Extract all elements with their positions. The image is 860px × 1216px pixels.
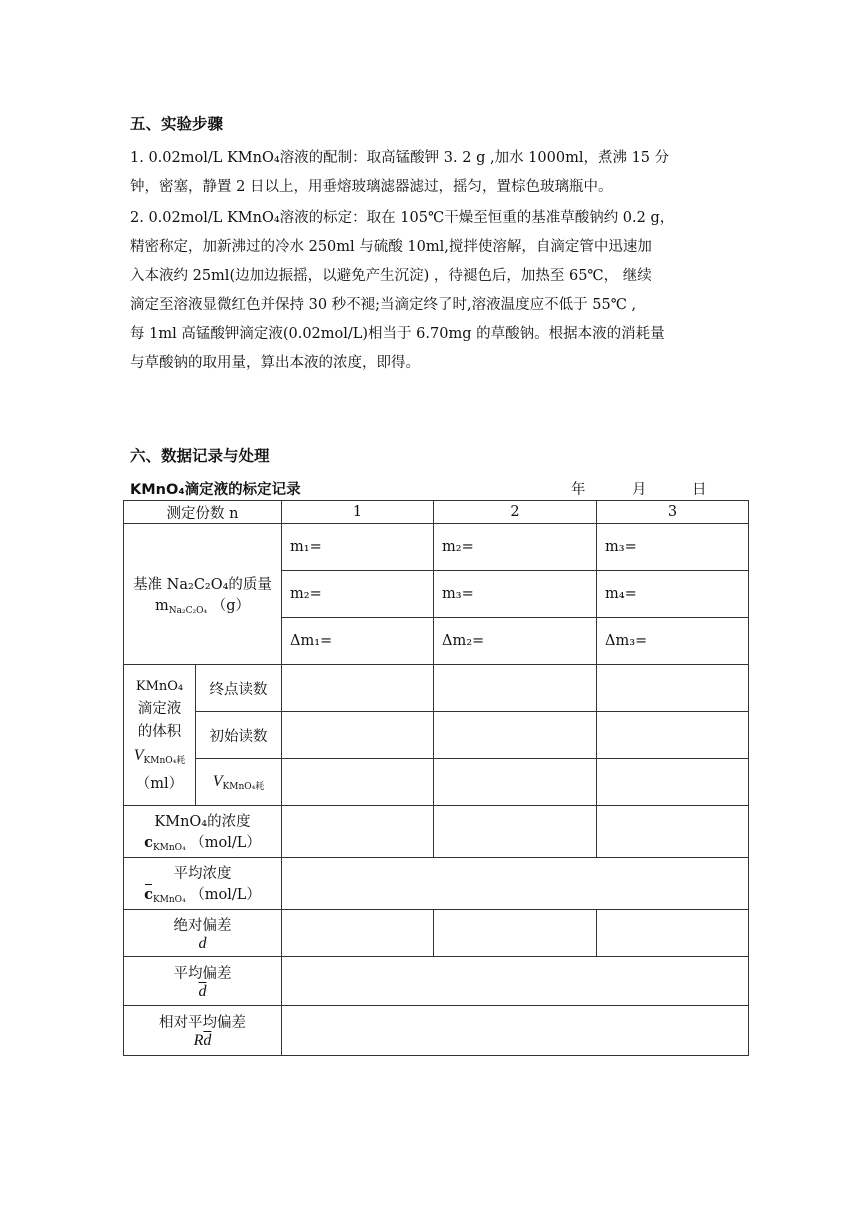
start-reading-row — [124, 712, 749, 759]
concentration-row — [124, 806, 749, 858]
volume-consumed-cell-3[interactable] — [597, 759, 749, 806]
abs-deviation-label-cell — [124, 910, 282, 957]
mass-cell-1-2[interactable]: m₂= — [434, 524, 597, 571]
volume-label-line-2: 滴定液 — [137, 700, 182, 717]
step2-line-1: 2. 0.02mol/L KMnO₄溶液的标定：取在 105℃干燥至恒重的基准草酸钠约 0.2 g， — [130, 210, 675, 226]
date-day-label: 日 — [692, 482, 707, 498]
volume-consumed-sub: KMnO₄耗 — [222, 781, 265, 792]
rel-deviation-row — [124, 1006, 749, 1056]
end-reading-cell-1[interactable] — [282, 665, 434, 712]
volume-consumed-cell-1[interactable] — [282, 759, 434, 806]
step1-line-1: 1. 0.02mol/L KMnO₄溶液的配制：取高锰酸钾 3. 2 g ,加水 1000ml，煮沸 15 分 — [130, 150, 670, 166]
concentration-cell-2[interactable] — [434, 806, 597, 858]
rel-deviation-label-line-1: 相对平均偏差 — [159, 1015, 246, 1031]
rel-deviation-symbol — [124, 1032, 281, 1050]
rel-deviation-label-cell — [124, 1006, 282, 1056]
mass-cell-2-3[interactable]: m₄= — [597, 571, 749, 618]
table-caption-text: KMnO₄滴定液的标定记录 — [130, 482, 301, 498]
concentration-label-line-2 — [124, 831, 281, 853]
volume-label-line-3: 的体积 — [137, 723, 182, 740]
avg-deviation-label-cell — [124, 957, 282, 1006]
avg-deviation-row — [124, 957, 749, 1006]
volume-symbol: V — [133, 746, 144, 764]
mass-row-1 — [124, 524, 749, 571]
mass-cell-3-2[interactable]: Δm₂= — [434, 618, 597, 665]
section5-title: 五、实验步骤 — [130, 115, 224, 133]
section6-title: 六、数据记录与处理 — [130, 447, 270, 465]
avg-deviation-label-line-1: 平均偏差 — [173, 965, 232, 982]
date-year-label: 年 — [571, 482, 586, 498]
start-reading-cell-1[interactable] — [282, 712, 434, 759]
abs-deviation-row — [124, 910, 749, 957]
avg-concentration-label-line-2 — [124, 883, 281, 905]
header-n-cell: 测定份数 n — [124, 501, 282, 524]
abs-deviation-label-line-1: 绝对偏差 — [173, 917, 232, 934]
mass-cell-1-1[interactable]: m₁= — [282, 524, 434, 571]
avg-concentration-cell[interactable] — [282, 858, 749, 910]
avg-concentration-symbol-sub: KMnO₄ — [152, 895, 186, 905]
end-reading-label: 终点读数 — [196, 665, 282, 712]
start-reading-cell-3[interactable] — [597, 712, 749, 759]
step2-line-3: 入本液约 25ml(边加边振摇，以避免产生沉淀) ，待褪色后，加热至 65℃， 继续 — [130, 268, 652, 284]
volume-label-line-5: （ml） — [135, 775, 184, 792]
mass-cell-2-2[interactable]: m₃= — [434, 571, 597, 618]
volume-consumed-symbol: V — [212, 772, 223, 790]
mass-cell-2-1[interactable]: m₂= — [282, 571, 434, 618]
mass-label-line-1: 基准 Na₂C₂O₄的质量 — [133, 576, 272, 593]
step1-paragraph — [130, 144, 730, 202]
step2-line-4: 滴定至溶液显微红色并保持 30 秒不褪;当滴定终了时,溶液温度应不低于 55℃ , — [130, 297, 637, 313]
concentration-cell-3[interactable] — [597, 806, 749, 858]
mass-cell-3-3[interactable]: Δm₃= — [597, 618, 749, 665]
header-col-1: 1 — [282, 501, 434, 524]
volume-consumed-cell-2[interactable] — [434, 759, 597, 806]
mass-cell-3-1[interactable]: Δm₁= — [282, 618, 434, 665]
volume-label-cell — [124, 665, 196, 806]
end-reading-cell-3[interactable] — [597, 665, 749, 712]
concentration-label-cell — [124, 806, 282, 858]
concentration-symbol-sub: KMnO₄ — [152, 843, 186, 853]
avg-concentration-label-cell — [124, 858, 282, 910]
mass-symbol-sub: Na₂C₂O₄ — [168, 605, 208, 616]
step2-line-5: 每 1ml 高锰酸钾滴定液(0.02mol/L)相当于 6.70mg 的草酸钠。根据本液的消耗量 — [130, 326, 665, 342]
calibration-record-table — [123, 500, 749, 1056]
abs-deviation-cell-2[interactable] — [434, 910, 597, 957]
rel-deviation-r: R — [193, 1032, 204, 1049]
header-col-3: 3 — [597, 501, 749, 524]
step2-line-6: 与草酸钠的取用量，算出本液的浓度，即得。 — [130, 355, 420, 371]
avg-deviation-cell[interactable] — [282, 957, 749, 1006]
table-header-row — [124, 501, 749, 524]
mass-cell-1-3[interactable]: m₃= — [597, 524, 749, 571]
abs-deviation-cell-1[interactable] — [282, 910, 434, 957]
date-month-label: 月 — [632, 482, 647, 498]
start-reading-label: 初始读数 — [196, 712, 282, 759]
concentration-symbol: c — [144, 834, 153, 851]
end-reading-cell-2[interactable] — [434, 665, 597, 712]
header-col-2: 2 — [434, 501, 597, 524]
avg-concentration-row — [124, 858, 749, 910]
step1-line-2: 钟，密塞，静置 2 日以上，用垂熔玻璃滤器滤过，摇匀，置棕色玻璃瓶中。 — [130, 179, 613, 195]
mass-symbol: m — [155, 597, 169, 614]
mass-label-cell — [124, 524, 282, 665]
concentration-cell-1[interactable] — [282, 806, 434, 858]
table-caption — [130, 478, 750, 500]
volume-consumed-row — [124, 759, 749, 806]
end-reading-row — [124, 665, 749, 712]
abs-deviation-cell-3[interactable] — [597, 910, 749, 957]
avg-concentration-unit: （mol/L） — [190, 887, 261, 903]
mass-label-line-2 — [124, 594, 281, 616]
step2-line-2: 精密称定，加新沸过的冷水 250ml 与硫酸 10ml,搅拌使溶解，自滴定管中迅速加 — [130, 239, 652, 255]
volume-label-line-4 — [124, 744, 195, 773]
rel-deviation-d: $\overline{d}$ — [203, 1032, 212, 1049]
abs-deviation-symbol: d — [198, 934, 207, 952]
mass-unit: （g） — [211, 597, 250, 614]
start-reading-cell-2[interactable] — [434, 712, 597, 759]
avg-concentration-symbol: c — [144, 886, 153, 903]
volume-symbol-sub: KMnO₄耗 — [143, 755, 186, 766]
step2-paragraph — [130, 204, 730, 378]
volume-label-line-1: KMnO₄ — [135, 678, 184, 694]
avg-deviation-symbol: $\overline{d}$ — [198, 982, 207, 1000]
concentration-label-line-1: KMnO₄的浓度 — [154, 814, 251, 830]
rel-deviation-cell[interactable] — [282, 1006, 749, 1056]
avg-concentration-label-line-1: 平均浓度 — [173, 866, 232, 882]
volume-consumed-label — [196, 759, 282, 806]
concentration-unit: （mol/L） — [190, 835, 261, 851]
